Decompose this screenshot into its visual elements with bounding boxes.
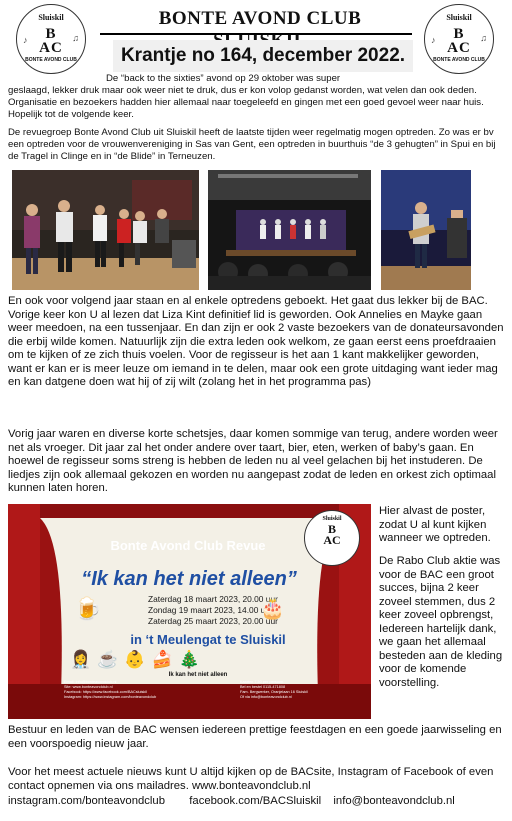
- poster-contact: Email: info@bonteavondclub.nl Site: www.bonteavondclub.nl Facebook: https://www.facebook.com/BACsluiskil Instagram: https://www.instagram.com/bonteavondclub: [64, 680, 157, 699]
- rabo-paragraph: De Rabo Club aktie was voor de BAC een groot succes, bijna 2 keer zoveel stemmen, dus 2 keer zoveel opbrengst, Iedereen hartelijk dank, we gaan het allemaal besteden aan de kleding voor de komende voorstelling.: [379, 555, 503, 689]
- poster-tickets: Kaarten 7,50 per persoon. Bel en bestel 0115-471808 Fam. Bergwerker, Oranjelaan 16 Sluiskil Of via info@bonteavondclub.nl: [240, 680, 308, 699]
- poster-illustrations: 👩‍⚕️☕👶🍰🎄: [70, 650, 206, 669]
- logo-top-text: Sluiskil: [446, 13, 472, 22]
- music-note-icon: ♪: [431, 35, 436, 45]
- photo-stage: [208, 170, 371, 290]
- revue-paragraph: De revuegroep Bonte Avond Club uit Sluiskil heeft de laatste tijden weer regelmatig mogen optreden. Zo was er bv een optreden voor de vrouwenvereniging in Sas van Gent, een optreden in buurthuis “de 3 gehugten” in Spui en bij de Tragel in Clinge en in “de Blide” in Terneuzen.: [8, 127, 496, 163]
- cake-icon: 🎂: [260, 598, 285, 620]
- music-note-icon: ♫: [72, 33, 79, 43]
- poster-date: Zaterdag 18 maart 2023, 20.00 uur: [148, 594, 278, 604]
- logo-bottom-text: BONTE AVOND CLUB: [25, 57, 77, 63]
- music-note-icon: ♫: [480, 33, 487, 43]
- sketches-paragraph: Vorig jaar waren en diverse korte schetsjes, daar komen sommige van terug, andere worden weer net als vroeger. Dit jaar zal het onder andere over taart, bier, eten, werken of baby’s gaan. En hoewel de regisseur soms streng is hebben de leden nu al veel gelachen bij het instuderen. De liedjes zijn ook allemaal gekozen en worden nu aangepast zodat de leden en orkest zich optimaal kunnen laten horen.: [8, 428, 498, 494]
- photo-guitarist: [381, 170, 471, 290]
- poster-heading: Bonte Avond Club Revue: [110, 538, 266, 553]
- photo-singers: [12, 170, 199, 290]
- poster-show-title: “Ik kan het niet alleen”: [81, 568, 297, 590]
- logo-letters: B AC: [447, 26, 471, 56]
- music-note-icon: ♪: [23, 35, 28, 45]
- poster-venue: in ‘t Meulengat te Sluiskil: [130, 632, 286, 647]
- title-rule: [100, 33, 412, 35]
- poster-caption: Ik kan het niet alleen: [168, 672, 228, 678]
- email-link[interactable]: info@bonteavondclub.nl: [333, 795, 455, 807]
- intro-first-line: De “back to the sixties” avond op 29 oktober was super: [106, 73, 341, 84]
- footer-links: [8, 795, 504, 809]
- issue-title: Krantje no 164, december 2022.: [113, 40, 413, 72]
- facebook-link[interactable]: facebook.com/BACSluiskil: [189, 795, 322, 807]
- logo-letters: B AC: [39, 26, 63, 56]
- logo-top-text: Sluiskil: [38, 13, 64, 22]
- intro-paragraph: geslaagd, lekker druk maar ook weer niet te druk, dus er kon volop gedanst worden, wat velen dan ook deden. Organisatie en bezoekers hadden hier allemaal naar toegeleefd en gingen met een goed gevoel weer naar huis. Hopelijk tot de volgende keer.: [8, 85, 484, 121]
- bac-logo-right: [424, 4, 494, 74]
- wishes-paragraph: Bestuur en leden van de BAC wensen iedereen prettige feestdagen en een goede jaarwisseling en een voorspoedig nieuw jaar.: [8, 724, 502, 750]
- poster-date: Zaterdag 25 maart 2023, 20.00 uur: [148, 616, 278, 626]
- next-year-paragraph: En ook voor volgend jaar staan en al enkele optredens geboekt. Het gaat dus lekker bij de BAC. Vorige keer kon U al lezen dat Liza Kint definitief lid is geworden. Ook Annelies en Mayke gaan weer meedoen, na een tussenjaar. En dan zijn er ook 2 vaste bezoekers van de donateursavonden die erbij wilde komen. Natuurlijk zijn die extra leden ook welkom, ze gaan eerst eens proefdraaien om te kijken of ze zich thuis voelen. Voor de regisseur is het aan 1 kant makkelijker geworden, want er kan er is meer leuze om iemand in te delen, maar ook een grote uitdaging want ieder mag en kan datgene doen wat hij of zij wilt (zolang het in het programma pas): [8, 295, 504, 388]
- footer-paragraph: Voor het meest actuele nieuws kunt U altijd kijken op de BACsite, Instagram of Facebook of even contact opnemen via ons mailadres. www.bonteavondclub.nl: [8, 766, 494, 792]
- logo-bottom-text: BONTE AVOND CLUB: [433, 57, 485, 63]
- poster-note: Hier alvast de poster, zodat U al kunt kijken wanneer we optreden.: [379, 505, 491, 544]
- poster-logo: Sluiskil B AC: [304, 510, 360, 566]
- poster-date: Zondag 19 maart 2023, 14.00 uur: [148, 605, 273, 615]
- revue-poster: [8, 504, 371, 719]
- club-title: BONTE AVOND CLUB: [158, 8, 362, 29]
- instagram-link[interactable]: instagram.com/bonteavondclub: [8, 795, 165, 807]
- bac-logo-left: [16, 4, 86, 74]
- beer-icon: 🍺: [74, 596, 102, 621]
